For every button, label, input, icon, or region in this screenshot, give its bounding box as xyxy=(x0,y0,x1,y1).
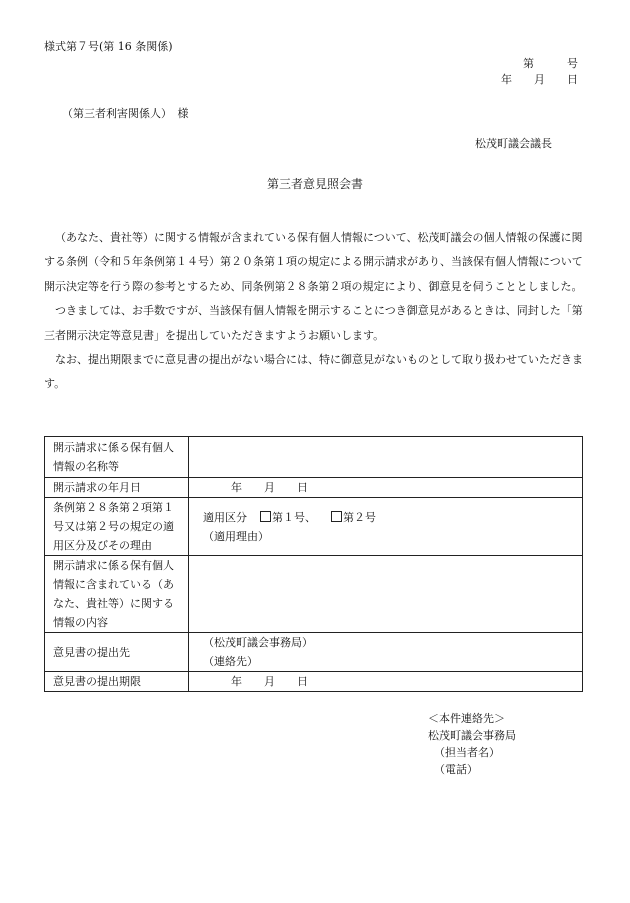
table-row xyxy=(45,633,583,672)
body-text xyxy=(44,226,584,397)
checkbox-option-1[interactable] xyxy=(260,511,271,522)
document-title: 第三者意見照会書 xyxy=(266,177,363,191)
paragraph-1: （あなた、貴社等）に関する情報が含まれている保有個人情報について、松茂町議会の個人情報の保護に関する条例（令和５年条例第１４号）第２０条第１項の規定による開示請求があり、当該保有個人情報について開示決定等を行う際の参考とするため、同条例第２８条第２項の規定により、御意見を伺うこととしました。 xyxy=(44,231,583,293)
checkbox-option-2[interactable] xyxy=(331,511,342,522)
document-number-date xyxy=(501,56,578,88)
document-date: 年 月 日 xyxy=(501,73,578,86)
row-value-submission-deadline: 年 月 日 xyxy=(189,672,583,692)
table-row xyxy=(45,478,583,498)
contact-block xyxy=(428,710,516,778)
table-row xyxy=(45,498,583,556)
row-label-info-name: 開示請求に係る保有個人情報の名称等 xyxy=(45,437,189,478)
row-value-submission-destination xyxy=(189,633,583,672)
submission-contact: （連絡先） xyxy=(203,655,258,668)
paragraph-2: つきましては、お手数ですが、当該保有個人情報を開示することにつき御意見があるときは、同封した「第三者開示決定等意見書」を提出していただきますようお願いします。 xyxy=(44,304,583,342)
information-table xyxy=(44,436,583,692)
category-option-2-label: 第２号 xyxy=(343,510,376,524)
table-row xyxy=(45,672,583,692)
row-value-request-date: 年 月 日 xyxy=(189,478,583,498)
contact-office: 松茂町議会事務局 xyxy=(428,729,516,742)
table-row xyxy=(45,437,583,478)
issuer: 松茂町議会議長 xyxy=(475,137,552,150)
document-number: 第 号 xyxy=(523,57,578,70)
row-label-submission-deadline: 意見書の提出期限 xyxy=(45,672,189,692)
paragraph-3: なお、提出期限までに意見書の提出がない場合には、特に御意見がないものとして取り扱わせていただきます。 xyxy=(44,353,583,391)
category-prefix: 適用区分 xyxy=(203,510,247,524)
category-option-1-label: 第１号、 xyxy=(272,510,316,524)
submission-office: （松茂町議会事務局） xyxy=(203,636,313,649)
addressee: （第三者利害関係人） 様 xyxy=(62,107,189,120)
row-label-applicable-category: 条例第２８条第２項第１号又は第２号の規定の適用区分及びその理由 xyxy=(45,498,189,556)
table-row xyxy=(45,556,583,633)
contact-heading: ＜本件連絡先＞ xyxy=(428,712,505,725)
row-value-information-content xyxy=(189,556,583,633)
row-label-request-date: 開示請求の年月日 xyxy=(45,478,189,498)
row-label-submission-destination: 意見書の提出先 xyxy=(45,633,189,672)
category-reason: （適用理由） xyxy=(203,529,269,543)
row-label-information-content: 開示請求に係る保有個人情報に含まれている（あなた、貴社等）に関する情報の内容 xyxy=(45,556,189,633)
row-value-applicable-category xyxy=(189,498,583,556)
contact-person: （担当者名） xyxy=(434,746,500,759)
row-value-info-name xyxy=(189,437,583,478)
category-options xyxy=(203,508,576,527)
contact-phone: （電話） xyxy=(434,763,478,776)
form-number: 様式第７号(第 16 条関係) xyxy=(44,40,173,53)
